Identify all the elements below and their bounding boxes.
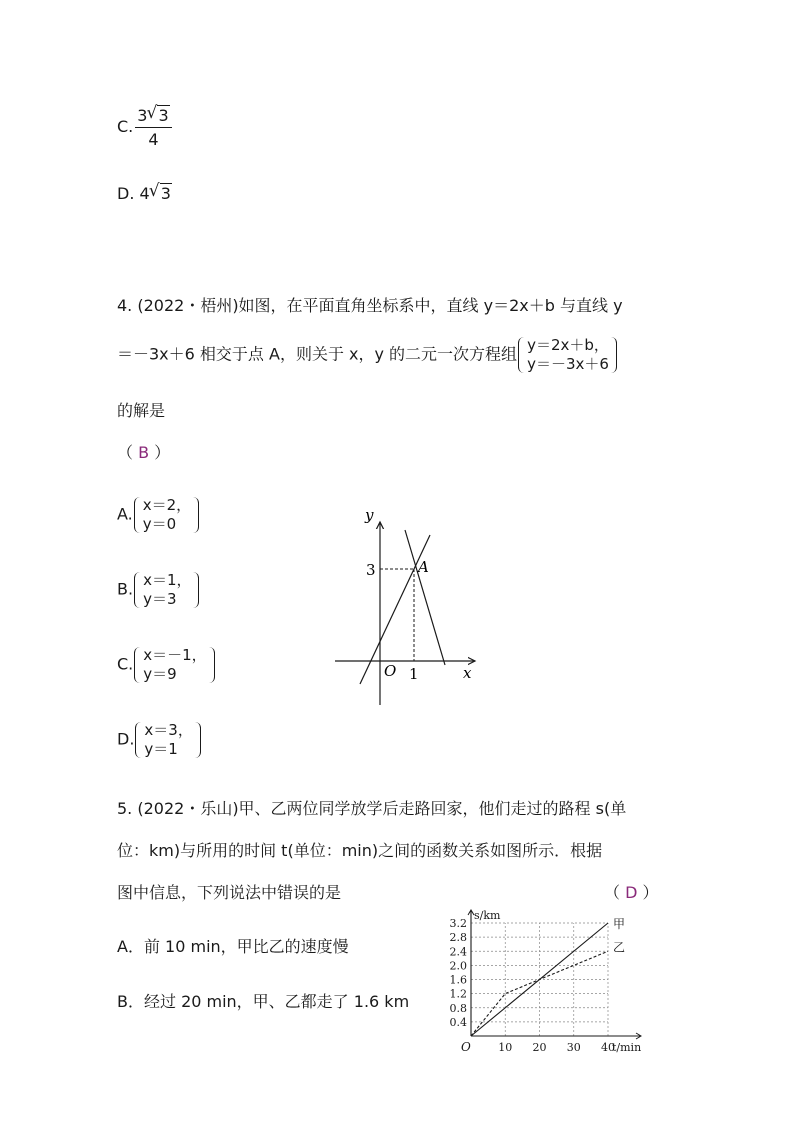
- q4-line-3: 的解是: [117, 401, 166, 420]
- system-eq-2: y＝1: [144, 740, 178, 758]
- q4-answer-paren: [117, 440, 170, 463]
- system-eq-2: y＝9: [143, 665, 177, 683]
- y-axis-label: s/km: [474, 909, 501, 922]
- coefficient: 3: [137, 106, 148, 125]
- q4-option-b: [117, 571, 199, 609]
- series-label-1: 甲: [613, 917, 626, 931]
- y-tick-label: 1.6: [449, 973, 467, 987]
- q4-line-1: 4. (2022・梧州)如图，在平面直角坐标系中，直线 y＝2x＋b 与直线 y: [117, 296, 623, 315]
- sqrt: [147, 106, 169, 125]
- q5-line-1: 5. (2022・乐山)甲、乙两位同学放学后走路回家，他们走过的路程 s(单: [117, 799, 627, 818]
- q5-option-b: B．经过 20 min，甲、乙都走了 1.6 km: [117, 992, 410, 1011]
- option-letter: C.: [117, 654, 134, 674]
- option-letter: B.: [117, 579, 134, 599]
- x-tick-label: 30: [566, 1041, 581, 1054]
- paren-open: （: [604, 883, 621, 902]
- paren-close: ）: [154, 443, 171, 462]
- y-tick-label: 2.8: [449, 931, 467, 945]
- equation-system: [133, 571, 199, 609]
- q5-line-2: 位：km)与所用的时间 t(单位：min)之间的函数关系如图所示．根据: [117, 841, 603, 860]
- system-eq-1: x＝3，: [144, 721, 193, 739]
- option-letter: A.: [117, 504, 133, 524]
- denominator: 4: [148, 130, 159, 149]
- tick-x-1: 1: [409, 665, 419, 683]
- origin-label: O: [461, 1040, 471, 1054]
- option-letter: D.: [117, 729, 135, 749]
- q5-option-a: A．前 10 min，甲比乙的速度慢: [117, 937, 349, 956]
- q4-option-c: [117, 646, 215, 684]
- option-letter: C.: [117, 117, 134, 136]
- coefficient: 4: [139, 184, 150, 203]
- system-eq-1: x＝1，: [143, 571, 192, 589]
- x-tick-label: 20: [532, 1041, 547, 1054]
- x-tick-label: 40: [601, 1041, 615, 1054]
- system-eq-2: y＝3: [143, 590, 177, 608]
- equation-system: [133, 646, 214, 684]
- q4-line-2: [117, 336, 617, 374]
- y-tick-label: 2.0: [449, 959, 467, 973]
- x-axis-label: x: [463, 664, 472, 682]
- y-tick-label: 3.2: [449, 917, 467, 930]
- y-tick-label: 0.8: [449, 1001, 467, 1015]
- radicand: 3: [160, 184, 171, 203]
- origin-label: O: [384, 662, 397, 680]
- tick-y-3: 3: [366, 561, 376, 579]
- q4-option-d: [117, 721, 201, 759]
- system-eq-1: x＝－1，: [143, 646, 207, 664]
- line-y-neg3x-6: [405, 530, 445, 665]
- fraction: [135, 106, 171, 149]
- q4-line-2-text: ＝－3x＋6 相交于点 A，则关于 x，y 的二元一次方程组: [117, 344, 518, 364]
- y-tick-label: 0.4: [449, 1015, 467, 1029]
- answer-letter: D: [625, 883, 638, 902]
- answer-letter: B: [138, 443, 150, 462]
- x-axis-label: t/min: [612, 1041, 642, 1054]
- point-a-label: A: [418, 558, 429, 576]
- q5-line-3: 图中信息，下列说法中错误的是: [117, 883, 342, 902]
- sqrt: [150, 184, 172, 203]
- paren-close: ）: [642, 883, 659, 902]
- y-tick-label: 2.4: [449, 945, 467, 959]
- equation-system: [133, 496, 199, 534]
- equation-system: [134, 721, 200, 759]
- radicand: 3: [158, 106, 169, 125]
- y-axis-label: y: [365, 506, 374, 524]
- q5-answer-paren: [604, 880, 659, 903]
- q3-option-d: [117, 184, 172, 203]
- system-eq-1: y＝2x＋b，: [527, 336, 609, 354]
- q4-option-a: [117, 496, 199, 534]
- q5-distance-time-chart: [440, 908, 650, 1058]
- q4-coordinate-figure: [325, 500, 485, 705]
- system-eq-2: y＝0: [142, 515, 177, 533]
- y-tick-label: 1.2: [449, 987, 467, 1001]
- x-tick-label: 10: [498, 1041, 513, 1054]
- option-letter: D.: [117, 184, 135, 203]
- series-label-2: 乙: [613, 940, 626, 955]
- system-eq-1: x＝2，: [142, 496, 192, 514]
- q3-option-c: [117, 106, 172, 149]
- paren-open: （: [117, 443, 134, 462]
- system-eq-2: y＝－3x＋6: [527, 355, 609, 373]
- equation-system: [517, 336, 617, 374]
